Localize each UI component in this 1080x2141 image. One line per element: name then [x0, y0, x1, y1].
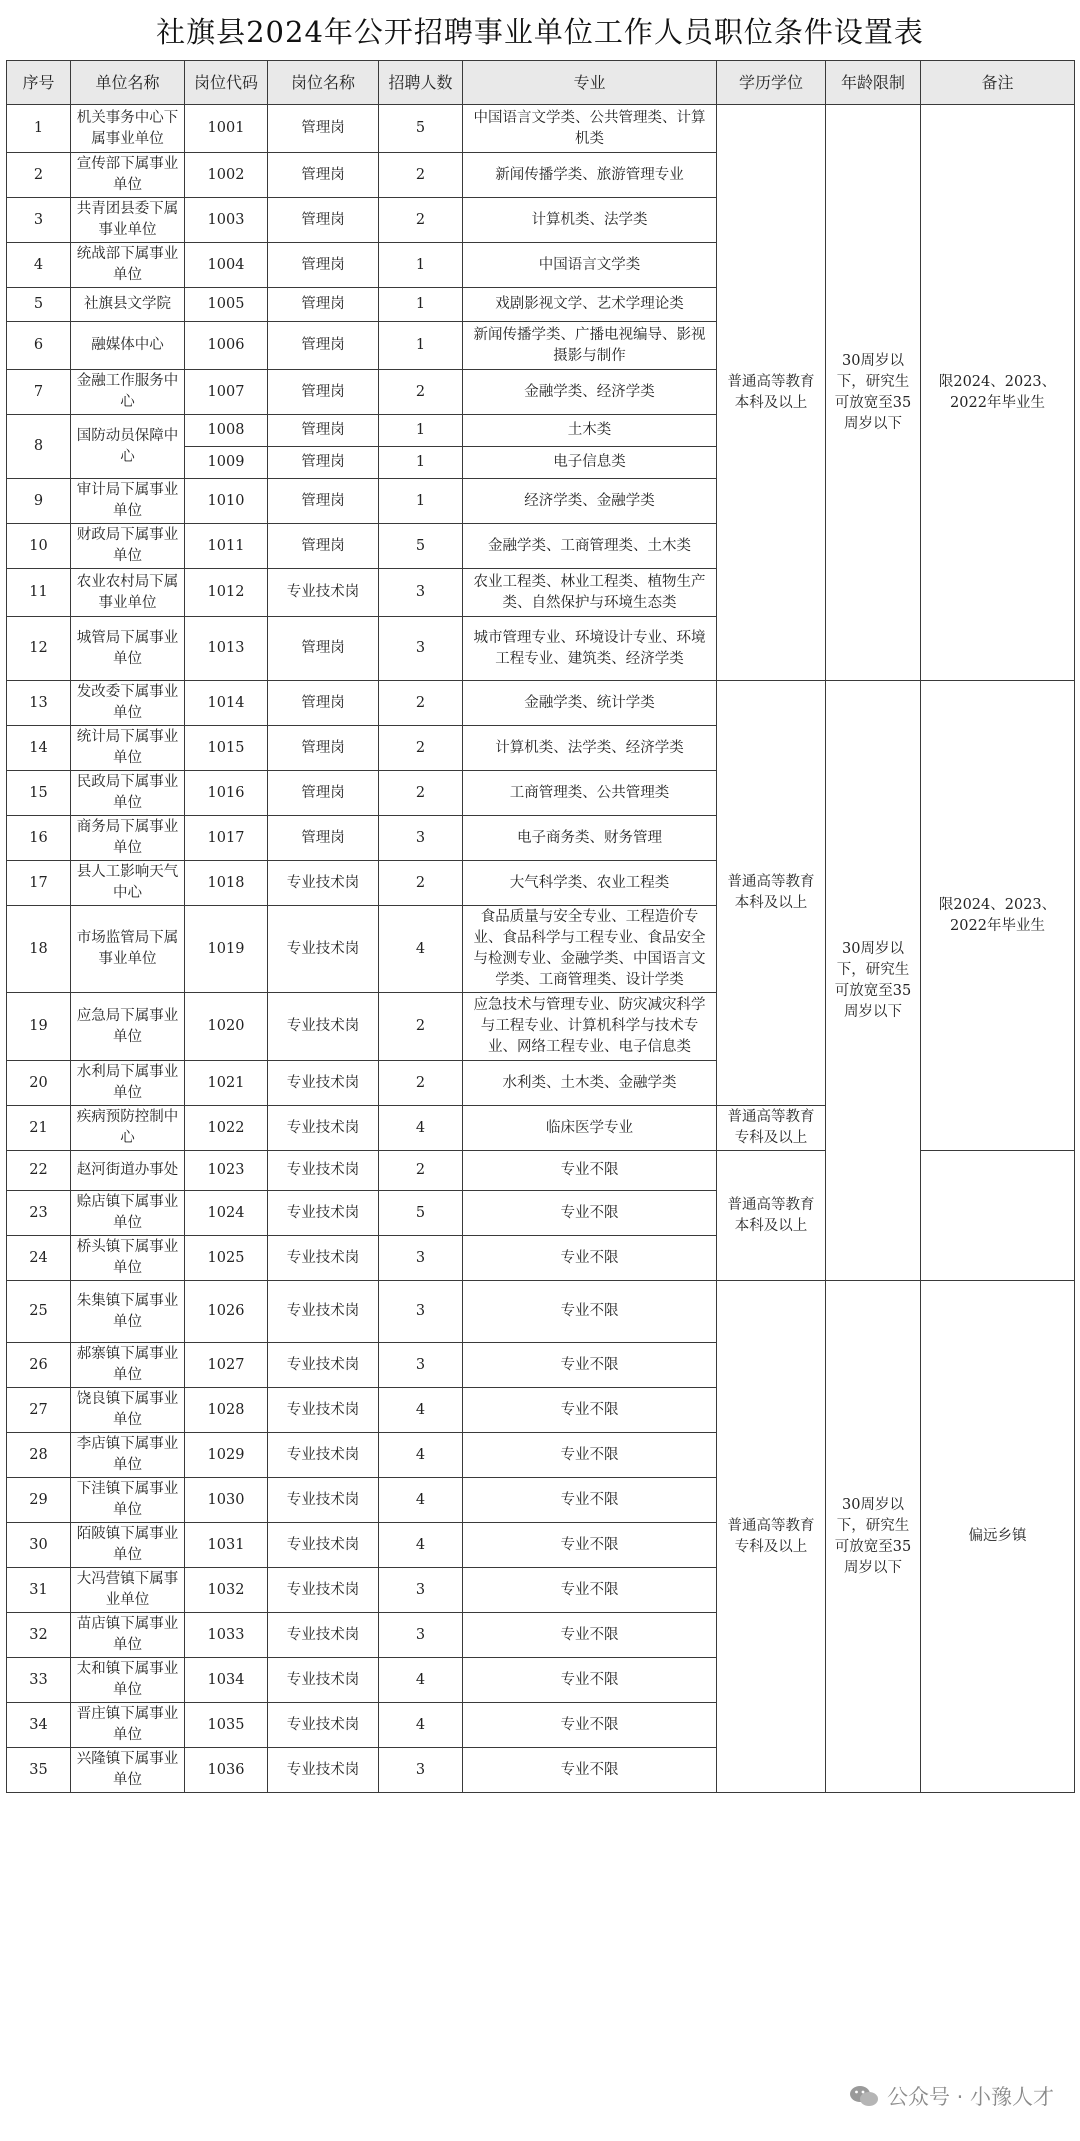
- cell-unit: 郝寨镇下属事业单位: [71, 1343, 185, 1388]
- cell-code: 1013: [185, 617, 268, 681]
- cell-post: 管理岗: [268, 816, 379, 861]
- cell-count: 5: [379, 105, 463, 153]
- cell-no: 8: [7, 415, 71, 479]
- cell-post: 管理岗: [268, 153, 379, 198]
- cell-remark: 限2024、2023、2022年毕业生: [921, 681, 1075, 1151]
- cell-unit: 太和镇下属事业单位: [71, 1658, 185, 1703]
- cell-code: 1019: [185, 906, 268, 993]
- cell-unit: 统计局下属事业单位: [71, 726, 185, 771]
- cell-age-limit: 30周岁以下，研究生可放宽至35周岁以下: [826, 1281, 921, 1793]
- cell-no: 28: [7, 1433, 71, 1478]
- table-row: [7, 1281, 1075, 1343]
- cell-no: 13: [7, 681, 71, 726]
- cell-code: 1026: [185, 1281, 268, 1343]
- cell-count: 3: [379, 569, 463, 617]
- cell-post: 管理岗: [268, 524, 379, 569]
- cell-education: 普通高等教育专科及以上: [717, 1281, 826, 1793]
- cell-unit: 下洼镇下属事业单位: [71, 1478, 185, 1523]
- cell-code: 1031: [185, 1523, 268, 1568]
- cell-unit: 机关事务中心下属事业单位: [71, 105, 185, 153]
- cell-unit: 陌陂镇下属事业单位: [71, 1523, 185, 1568]
- cell-count: 3: [379, 1343, 463, 1388]
- header-row: [7, 61, 1075, 105]
- cell-major: 专业不限: [463, 1151, 717, 1191]
- cell-code: 1028: [185, 1388, 268, 1433]
- cell-no: 25: [7, 1281, 71, 1343]
- cell-count: 4: [379, 1658, 463, 1703]
- cell-post: 专业技术岗: [268, 1658, 379, 1703]
- cell-count: 2: [379, 861, 463, 906]
- cell-major: 新闻传播学类、广播电视编导、影视摄影与制作: [463, 322, 717, 370]
- cell-post: 管理岗: [268, 198, 379, 243]
- table-row: [7, 681, 1075, 726]
- cell-no: 18: [7, 906, 71, 993]
- cell-post: 管理岗: [268, 617, 379, 681]
- cell-post: 专业技术岗: [268, 1568, 379, 1613]
- cell-unit: 水利局下属事业单位: [71, 1061, 185, 1106]
- cell-count: 3: [379, 1613, 463, 1658]
- cell-major: 中国语言文学类: [463, 243, 717, 288]
- position-table: [6, 60, 1075, 1793]
- cell-no: 12: [7, 617, 71, 681]
- cell-post: 专业技术岗: [268, 1433, 379, 1478]
- cell-unit: 商务局下属事业单位: [71, 816, 185, 861]
- col-header: 年龄限制: [826, 61, 921, 105]
- cell-major: 电子信息类: [463, 447, 717, 479]
- cell-no: 31: [7, 1568, 71, 1613]
- col-header: 备注: [921, 61, 1075, 105]
- cell-code: 1002: [185, 153, 268, 198]
- cell-major: 工商管理类、公共管理类: [463, 771, 717, 816]
- cell-post: 管理岗: [268, 726, 379, 771]
- cell-count: 3: [379, 1236, 463, 1281]
- cell-code: 1010: [185, 479, 268, 524]
- cell-unit: 民政局下属事业单位: [71, 771, 185, 816]
- cell-post: 专业技术岗: [268, 1523, 379, 1568]
- cell-post: 管理岗: [268, 288, 379, 322]
- cell-unit: 苗店镇下属事业单位: [71, 1613, 185, 1658]
- cell-no: 33: [7, 1658, 71, 1703]
- wechat-icon: [849, 2084, 879, 2108]
- cell-unit: 朱集镇下属事业单位: [71, 1281, 185, 1343]
- table-row: [7, 105, 1075, 153]
- cell-no: 6: [7, 322, 71, 370]
- cell-post: 专业技术岗: [268, 1478, 379, 1523]
- col-header: 专业: [463, 61, 717, 105]
- cell-code: 1027: [185, 1343, 268, 1388]
- cell-post: 专业技术岗: [268, 906, 379, 993]
- cell-count: 4: [379, 1433, 463, 1478]
- cell-post: 管理岗: [268, 447, 379, 479]
- col-header: 单位名称: [71, 61, 185, 105]
- cell-no: 9: [7, 479, 71, 524]
- cell-unit: 财政局下属事业单位: [71, 524, 185, 569]
- cell-code: 1036: [185, 1748, 268, 1793]
- cell-no: 26: [7, 1343, 71, 1388]
- cell-no: 15: [7, 771, 71, 816]
- cell-code: 1015: [185, 726, 268, 771]
- cell-major: 土木类: [463, 415, 717, 447]
- cell-count: 1: [379, 322, 463, 370]
- cell-unit: 兴隆镇下属事业单位: [71, 1748, 185, 1793]
- cell-unit: 统战部下属事业单位: [71, 243, 185, 288]
- cell-post: 管理岗: [268, 771, 379, 816]
- cell-no: 30: [7, 1523, 71, 1568]
- cell-code: 1021: [185, 1061, 268, 1106]
- cell-post: 专业技术岗: [268, 1106, 379, 1151]
- cell-major: 专业不限: [463, 1703, 717, 1748]
- cell-unit: 审计局下属事业单位: [71, 479, 185, 524]
- cell-no: 20: [7, 1061, 71, 1106]
- cell-count: 2: [379, 993, 463, 1061]
- cell-age-limit: 30周岁以下，研究生可放宽至35周岁以下: [826, 105, 921, 681]
- cell-post: 专业技术岗: [268, 1281, 379, 1343]
- cell-count: 3: [379, 1568, 463, 1613]
- cell-code: 1024: [185, 1191, 268, 1236]
- cell-post: 管理岗: [268, 681, 379, 726]
- cell-post: 专业技术岗: [268, 1748, 379, 1793]
- cell-count: 1: [379, 243, 463, 288]
- cell-no: 16: [7, 816, 71, 861]
- cell-code: 1034: [185, 1658, 268, 1703]
- cell-code: 1016: [185, 771, 268, 816]
- cell-count: 4: [379, 1523, 463, 1568]
- cell-count: 4: [379, 1388, 463, 1433]
- cell-count: 5: [379, 524, 463, 569]
- cell-count: 2: [379, 198, 463, 243]
- cell-code: 1006: [185, 322, 268, 370]
- cell-no: 24: [7, 1236, 71, 1281]
- cell-major: 专业不限: [463, 1236, 717, 1281]
- cell-post: 专业技术岗: [268, 1343, 379, 1388]
- cell-major: 金融学类、统计学类: [463, 681, 717, 726]
- watermark: [843, 2079, 1060, 2113]
- cell-post: 专业技术岗: [268, 1236, 379, 1281]
- cell-no: 7: [7, 370, 71, 415]
- cell-education: 普通高等教育本科及以上: [717, 681, 826, 1106]
- cell-post: 专业技术岗: [268, 1061, 379, 1106]
- cell-code: 1004: [185, 243, 268, 288]
- cell-no: 2: [7, 153, 71, 198]
- cell-code: 1011: [185, 524, 268, 569]
- cell-post: 专业技术岗: [268, 1613, 379, 1658]
- cell-unit: 市场监管局下属事业单位: [71, 906, 185, 993]
- cell-unit: 县人工影响天气中心: [71, 861, 185, 906]
- cell-count: 1: [379, 447, 463, 479]
- cell-unit: 应急局下属事业单位: [71, 993, 185, 1061]
- cell-unit: 社旗县文学院: [71, 288, 185, 322]
- cell-major: 新闻传播学类、旅游管理专业: [463, 153, 717, 198]
- cell-post: 专业技术岗: [268, 1388, 379, 1433]
- cell-major: 经济学类、金融学类: [463, 479, 717, 524]
- cell-code: 1033: [185, 1613, 268, 1658]
- cell-major: 中国语言文学类、公共管理类、计算机类: [463, 105, 717, 153]
- cell-unit: 金融工作服务中心: [71, 370, 185, 415]
- cell-education: 普通高等教育专科及以上: [717, 1106, 826, 1151]
- cell-unit: 李店镇下属事业单位: [71, 1433, 185, 1478]
- cell-count: 4: [379, 1478, 463, 1523]
- cell-major: 计算机类、法学类: [463, 198, 717, 243]
- cell-no: 35: [7, 1748, 71, 1793]
- cell-unit: 融媒体中心: [71, 322, 185, 370]
- cell-major: 专业不限: [463, 1613, 717, 1658]
- cell-unit: 疾病预防控制中心: [71, 1106, 185, 1151]
- cell-code: 1022: [185, 1106, 268, 1151]
- col-header: 学历学位: [717, 61, 826, 105]
- cell-count: 2: [379, 681, 463, 726]
- cell-major: 金融学类、工商管理类、土木类: [463, 524, 717, 569]
- cell-post: 专业技术岗: [268, 1703, 379, 1748]
- cell-remark: 限2024、2023、2022年毕业生: [921, 105, 1075, 681]
- cell-post: 管理岗: [268, 370, 379, 415]
- cell-count: 3: [379, 1748, 463, 1793]
- cell-post: 专业技术岗: [268, 861, 379, 906]
- cell-code: 1008: [185, 415, 268, 447]
- cell-code: 1005: [185, 288, 268, 322]
- cell-major: 专业不限: [463, 1343, 717, 1388]
- cell-major: 电子商务类、财务管理: [463, 816, 717, 861]
- cell-no: 22: [7, 1151, 71, 1191]
- cell-count: 2: [379, 153, 463, 198]
- cell-post: 专业技术岗: [268, 569, 379, 617]
- cell-unit: 发改委下属事业单位: [71, 681, 185, 726]
- cell-code: 1035: [185, 1703, 268, 1748]
- cell-count: 1: [379, 288, 463, 322]
- cell-no: 4: [7, 243, 71, 288]
- cell-count: 1: [379, 415, 463, 447]
- cell-no: 34: [7, 1703, 71, 1748]
- cell-no: 5: [7, 288, 71, 322]
- cell-code: 1029: [185, 1433, 268, 1478]
- cell-code: 1014: [185, 681, 268, 726]
- cell-unit: 农业农村局下属事业单位: [71, 569, 185, 617]
- cell-major: 城市管理专业、环境设计专业、环境工程专业、建筑类、经济学类: [463, 617, 717, 681]
- cell-post: 专业技术岗: [268, 993, 379, 1061]
- cell-no: 19: [7, 993, 71, 1061]
- cell-count: 3: [379, 617, 463, 681]
- cell-count: 4: [379, 906, 463, 993]
- cell-no: 10: [7, 524, 71, 569]
- cell-major: 专业不限: [463, 1748, 717, 1793]
- cell-major: 临床医学专业: [463, 1106, 717, 1151]
- cell-count: 2: [379, 1151, 463, 1191]
- table-body: [7, 105, 1075, 1793]
- page-title: 社旗县2024年公开招聘事业单位工作人员职位条件设置表: [156, 14, 924, 49]
- watermark-text: 公众号 · 小豫人才: [886, 2085, 1054, 2109]
- cell-major: 计算机类、法学类、经济学类: [463, 726, 717, 771]
- cell-code: 1007: [185, 370, 268, 415]
- cell-major: 金融学类、经济学类: [463, 370, 717, 415]
- cell-unit: 晋庄镇下属事业单位: [71, 1703, 185, 1748]
- cell-unit: 赊店镇下属事业单位: [71, 1191, 185, 1236]
- cell-count: 2: [379, 726, 463, 771]
- cell-count: 1: [379, 479, 463, 524]
- cell-unit: 赵河街道办事处: [71, 1151, 185, 1191]
- cell-age-limit: 30周岁以下，研究生可放宽至35周岁以下: [826, 681, 921, 1281]
- cell-unit: 宣传部下属事业单位: [71, 153, 185, 198]
- cell-unit: 共青团县委下属事业单位: [71, 198, 185, 243]
- cell-code: 1032: [185, 1568, 268, 1613]
- cell-no: 3: [7, 198, 71, 243]
- cell-count: 2: [379, 370, 463, 415]
- cell-no: 17: [7, 861, 71, 906]
- cell-major: 专业不限: [463, 1478, 717, 1523]
- cell-no: 29: [7, 1478, 71, 1523]
- cell-post: 专业技术岗: [268, 1151, 379, 1191]
- cell-education: 普通高等教育本科及以上: [717, 1151, 826, 1281]
- cell-post: 管理岗: [268, 479, 379, 524]
- cell-code: 1012: [185, 569, 268, 617]
- cell-code: 1017: [185, 816, 268, 861]
- cell-major: 大气科学类、农业工程类: [463, 861, 717, 906]
- cell-no: 1: [7, 105, 71, 153]
- cell-education: 普通高等教育本科及以上: [717, 105, 826, 681]
- cell-major: 戏剧影视文学、艺术学理论类: [463, 288, 717, 322]
- cell-major: 专业不限: [463, 1388, 717, 1433]
- cell-major: 专业不限: [463, 1568, 717, 1613]
- cell-post: 管理岗: [268, 243, 379, 288]
- cell-post: 管理岗: [268, 105, 379, 153]
- cell-no: 11: [7, 569, 71, 617]
- cell-code: 1018: [185, 861, 268, 906]
- cell-major: 专业不限: [463, 1658, 717, 1703]
- cell-no: 23: [7, 1191, 71, 1236]
- cell-remark: 偏远乡镇: [921, 1281, 1075, 1793]
- cell-code: 1020: [185, 993, 268, 1061]
- cell-unit: 城管局下属事业单位: [71, 617, 185, 681]
- cell-post: 管理岗: [268, 415, 379, 447]
- cell-count: 4: [379, 1106, 463, 1151]
- cell-remark: [921, 1151, 1075, 1281]
- cell-no: 27: [7, 1388, 71, 1433]
- cell-post: 专业技术岗: [268, 1191, 379, 1236]
- cell-count: 3: [379, 816, 463, 861]
- cell-major: 农业工程类、林业工程类、植物生产类、自然保护与环境生态类: [463, 569, 717, 617]
- cell-code: 1030: [185, 1478, 268, 1523]
- cell-major: 专业不限: [463, 1191, 717, 1236]
- cell-code: 1003: [185, 198, 268, 243]
- cell-unit: 桥头镇下属事业单位: [71, 1236, 185, 1281]
- col-header: 招聘人数: [379, 61, 463, 105]
- col-header: 序号: [7, 61, 71, 105]
- col-header: 岗位代码: [185, 61, 268, 105]
- cell-unit: 国防动员保障中心: [71, 415, 185, 479]
- cell-major: 应急技术与管理专业、防灾减灾科学与工程专业、计算机科学与技术专业、网络工程专业、电子信息类: [463, 993, 717, 1061]
- cell-count: 4: [379, 1703, 463, 1748]
- cell-post: 管理岗: [268, 322, 379, 370]
- cell-unit: 大冯营镇下属事业单位: [71, 1568, 185, 1613]
- cell-code: 1001: [185, 105, 268, 153]
- cell-code: 1023: [185, 1151, 268, 1191]
- cell-no: 21: [7, 1106, 71, 1151]
- cell-code: 1009: [185, 447, 268, 479]
- cell-major: 专业不限: [463, 1433, 717, 1478]
- cell-major: 水利类、土木类、金融学类: [463, 1061, 717, 1106]
- cell-no: 14: [7, 726, 71, 771]
- cell-no: 32: [7, 1613, 71, 1658]
- cell-unit: 饶良镇下属事业单位: [71, 1388, 185, 1433]
- cell-code: 1025: [185, 1236, 268, 1281]
- cell-count: 5: [379, 1191, 463, 1236]
- cell-major: 专业不限: [463, 1281, 717, 1343]
- cell-count: 2: [379, 771, 463, 816]
- col-header: 岗位名称: [268, 61, 379, 105]
- cell-count: 2: [379, 1061, 463, 1106]
- cell-major: 食品质量与安全专业、工程造价专业、食品科学与工程专业、食品安全与检测专业、金融学类、中国语言文学类、工商管理类、设计学类: [463, 906, 717, 993]
- cell-major: 专业不限: [463, 1523, 717, 1568]
- cell-count: 3: [379, 1281, 463, 1343]
